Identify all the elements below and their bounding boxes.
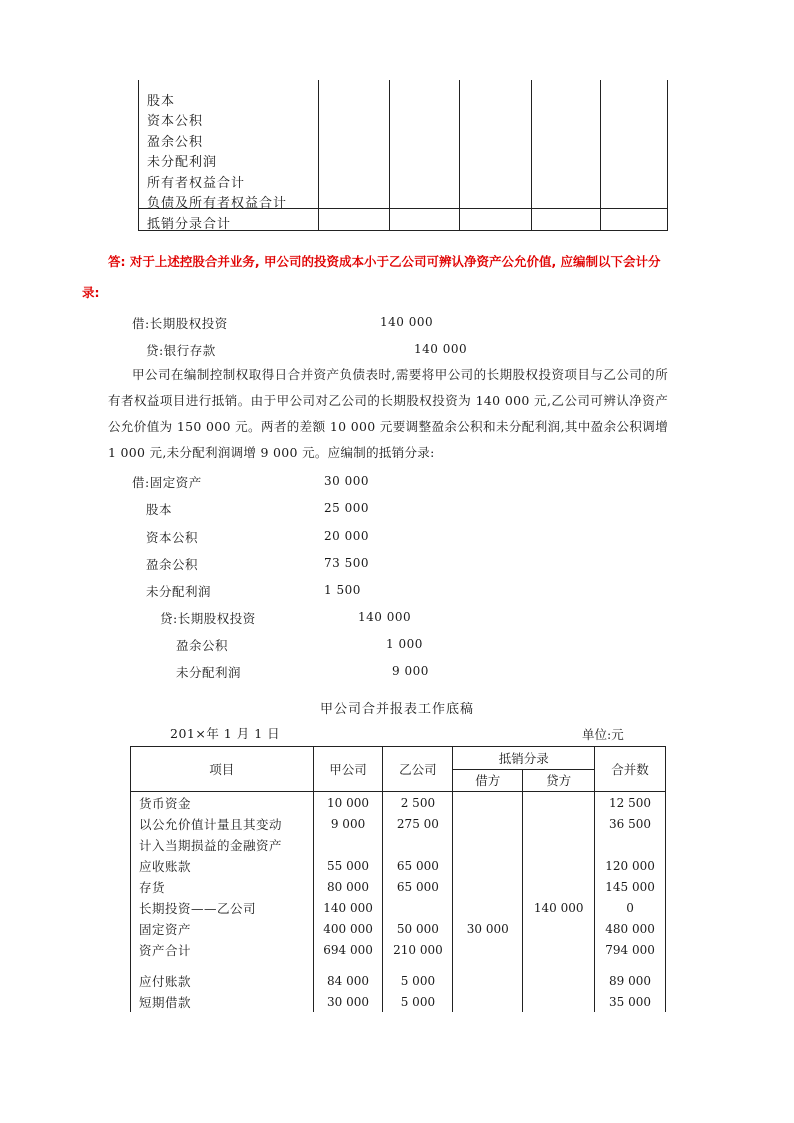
row-credit [523,834,595,855]
answer-line-2: 录: [82,285,100,300]
entry2-debit-amount: 73 500 [324,556,369,570]
worksheet-date: 201×年 1 月 1 日 [170,726,281,741]
entry2-credit-label: 贷:长期股权投资 [160,611,256,626]
entry2-debit-amount: 30 000 [324,474,369,488]
entry2-debit-label: 股本 [146,502,173,517]
row-company-b [383,897,453,918]
entry2-credit-amount: 9 000 [392,664,429,678]
entry2-debit-amount: 25 000 [324,501,369,515]
row-credit [523,991,595,1012]
row-credit: 140 000 [523,897,595,918]
row-debit [453,855,523,876]
row-company-b [383,960,453,970]
row-consolidated: 89 000 [595,970,666,991]
header-debit: 借方 [453,769,523,792]
table-row-spacer [131,960,666,970]
row-credit [523,970,595,991]
row-company-a: 55 000 [313,855,383,876]
entry2-debit-amount: 20 000 [324,529,369,543]
row-company-b: 210 000 [383,939,453,960]
row-company-b: 65 000 [383,876,453,897]
header-company-a: 甲公司 [313,747,383,792]
row-company-b: 5 000 [383,970,453,991]
row-company-a: 694 000 [313,939,383,960]
entry2-credit-amount: 1 000 [386,637,423,651]
table-row-label: 所有者权益合计 [147,176,246,191]
entry1-debit-amount: 140 000 [380,315,434,329]
table-row-label: 资本公积 [147,114,204,129]
entry1-credit-amount: 140 000 [414,342,468,356]
row-debit [453,960,523,970]
answer-line-1: 答: 对于上述控股合并业务, 甲公司的投资成本小于乙公司可辨认净资产公允价值, 应编制以下会计分 [108,254,661,269]
table-row [131,792,666,814]
entry2-credit-label: 未分配利润 [176,665,242,680]
row-debit [453,813,523,834]
table-row [131,918,666,939]
header-item: 项目 [131,747,314,792]
row-company-a: 10 000 [313,792,383,814]
row-debit [453,876,523,897]
row-credit [523,939,595,960]
top-partial-table [138,80,668,231]
row-item: 存货 [131,876,314,897]
row-company-b: 5 000 [383,991,453,1012]
row-item: 货币资金 [131,792,314,814]
table-row-label: 未分配利润 [147,155,218,170]
row-debit [453,897,523,918]
row-debit [453,834,523,855]
row-company-a: 400 000 [313,918,383,939]
row-company-b: 275 00 [383,813,453,834]
row-company-a [313,834,383,855]
row-debit [453,970,523,991]
row-consolidated [595,834,666,855]
row-credit [523,855,595,876]
table-row-label: 负债及所有者权益合计 [147,196,288,211]
row-item: 固定资产 [131,918,314,939]
row-item [131,960,314,970]
row-consolidated: 794 000 [595,939,666,960]
entry2-debit-label: 借:固定资产 [132,475,202,490]
table-row [131,897,666,918]
table-row [131,991,666,1012]
entry2-debit-amount: 1 500 [324,583,361,597]
row-debit [453,991,523,1012]
row-company-b [383,834,453,855]
row-consolidated: 120 000 [595,855,666,876]
table-row-label: 盈余公积 [147,135,204,150]
table-row [131,834,666,855]
table-row [131,876,666,897]
row-company-b: 50 000 [383,918,453,939]
entry2-credit-amount: 140 000 [358,610,412,624]
entry2-credit-label: 盈余公积 [176,638,229,653]
row-consolidated: 12 500 [595,792,666,814]
explanation-paragraph: 甲公司在编制控制权取得日合并资产负债表时,需要将甲公司的长期股权投资项目与乙公司的所有者权益项目进行抵销。由于甲公司对乙公司的长期股权投资为 140 000 元,乙公司可辨认净资产公允价值为 150 000 元。两者的差额 10 000 元要调整盈余公积和未分配利润,其中盈余公积调增 1 000 元,未分配利润调增 9 000 元。应编制的抵销分录: [108,367,668,460]
row-item: 资产合计 [131,939,314,960]
row-debit [453,939,523,960]
row-credit [523,918,595,939]
row-consolidated: 36 500 [595,813,666,834]
worksheet-title: 甲公司合并报表工作底稿 [319,702,474,717]
table-row [131,813,666,834]
row-company-a [313,960,383,970]
row-company-b: 65 000 [383,855,453,876]
row-item: 长期投资——乙公司 [131,897,314,918]
entry2-debit-label: 盈余公积 [146,557,199,572]
header-company-b: 乙公司 [383,747,453,792]
table-row-label: 股本 [147,94,176,109]
row-item: 计入当期损益的金融资产 [131,834,314,855]
entry1-credit-label: 贷:银行存款 [146,343,216,358]
table-row [131,970,666,991]
table-row-label: 抵销分录合计 [147,217,232,232]
row-item: 以公允价值计量且其变动 [131,813,314,834]
table-row [131,939,666,960]
row-credit [523,876,595,897]
row-consolidated: 480 000 [595,918,666,939]
header-credit: 贷方 [523,769,595,792]
row-item: 应付账款 [131,970,314,991]
row-company-a: 30 000 [313,991,383,1012]
entry2-debit-label: 未分配利润 [146,584,212,599]
consolidation-worksheet-table [130,746,666,1012]
row-item: 短期借款 [131,991,314,1012]
header-elimination: 抵销分录 [453,747,595,770]
row-company-b: 2 500 [383,792,453,814]
row-credit [523,792,595,814]
header-consolidated: 合并数 [595,747,666,792]
row-consolidated: 35 000 [595,991,666,1012]
entry2-debit-label: 资本公积 [146,530,199,545]
row-item: 应收账款 [131,855,314,876]
row-credit [523,960,595,970]
row-company-a: 84 000 [313,970,383,991]
row-consolidated [595,960,666,970]
row-company-a: 9 000 [313,813,383,834]
row-company-a: 80 000 [313,876,383,897]
row-consolidated: 0 [595,897,666,918]
row-consolidated: 145 000 [595,876,666,897]
row-debit: 30 000 [453,918,523,939]
entry1-debit-label: 借:长期股权投资 [132,316,228,331]
row-company-a: 140 000 [313,897,383,918]
worksheet-unit: 单位:元 [582,727,624,742]
row-credit [523,813,595,834]
table-row [131,855,666,876]
row-debit [453,792,523,814]
